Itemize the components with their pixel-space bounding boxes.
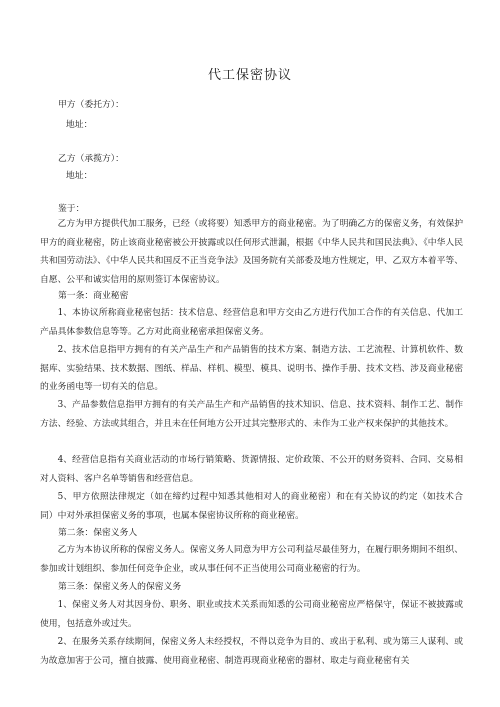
- article1-item: 1、本协议所称商业秘密包括：技术信息、经营信息和甲方交由乙方进行代加工合作的有关信息、代加工产品具体参数信息等等。乙方对此商业秘密承担保密义务。: [40, 308, 463, 337]
- preamble-label: 鉴于：: [58, 204, 85, 214]
- article1-item: 4、经营信息指有关商业活动的市场行销策略、货源情报、定价政策、不公开的财务资料、合同、交易相对人资料、客户名单等销售和经营信息。: [40, 455, 463, 484]
- article2-title: 第二条：保密义务人: [58, 528, 138, 538]
- article3-item: 2、在服务关系存续期间，保密义务人未经授权，不得以竞争为目的、或出于私利、或为第三人谋利、或为故意加害于公司，擅自披露、使用商业秘密、制造再现商业秘密的器材、取走与商业秘密有关: [40, 637, 463, 666]
- party-b-label: 乙方（承揽方）：: [58, 154, 124, 164]
- document-title: 代工保密协议: [207, 68, 292, 83]
- article2-paragraph: 乙方为本协议所称的保密义务人。保密义务人同意为甲方公司利益尽最佳努力，在履行职务期间不组织、参加或计划组织、参加任何竞争企业，或从事任何不正当使用公司商业秘密的行为。: [40, 545, 463, 574]
- party-a-address: 地址：: [66, 120, 93, 130]
- article1-item: 3、产品参数信息指甲方拥有的有关产品生产和产品销售的技术知识、信息、技术资料、制作工艺、制作方法、经验、方法或其组合，并且未在任何地方公开过其完整形式的、未作为工业产权来保护的其他技术。: [40, 400, 463, 429]
- party-a-label: 甲方（委托方）：: [58, 100, 124, 110]
- article1-title: 第一条：商业秘密: [58, 291, 129, 301]
- article3-title: 第三条：保密义务人的保密义务: [58, 582, 182, 592]
- article1-item: 2、技术信息指甲方拥有的有关产品生产和产品销售的技术方案、制造方法、工艺流程、计算机软件、数据库、实验结果、技术数据、图纸、样品、样机、模型、模具、说明书、操作手册、技术文档、涉及商业秘密的业务函电等一切有关的信息。: [40, 345, 463, 392]
- article1-item: 5、甲方依照法律规定（如在缔约过程中知悉其他相对人的商业秘密）和在有关协议的约定（如技术合同）中对外承担保密义务的事项，也属本保密协议所称的商业秘密。: [40, 492, 463, 521]
- party-b-address: 地址：: [66, 171, 93, 181]
- preamble-paragraph: 乙方为甲方提供代加工服务，已经（或将要）知悉甲方的商业秘密。为了明确乙方的保密义务，有效保护甲方的商业秘密，防止该商业秘密被公开披露或以任何形式泄漏，根据《中华人民共和国民法典》、《中华人民共和国劳动法》、《中华人民共和国反不正当竞争法》及国务院有关部委及地方性规定，甲、乙双方本着平等、自愿、公平和诚实信用的原则签订本保密协议。: [40, 219, 463, 285]
- article3-item: 1、保密义务人对其因身份、职务、职业或技术关系而知悉的公司商业秘密应严格保守，保证不被披露或使用，包括意外或过失。: [40, 600, 463, 629]
